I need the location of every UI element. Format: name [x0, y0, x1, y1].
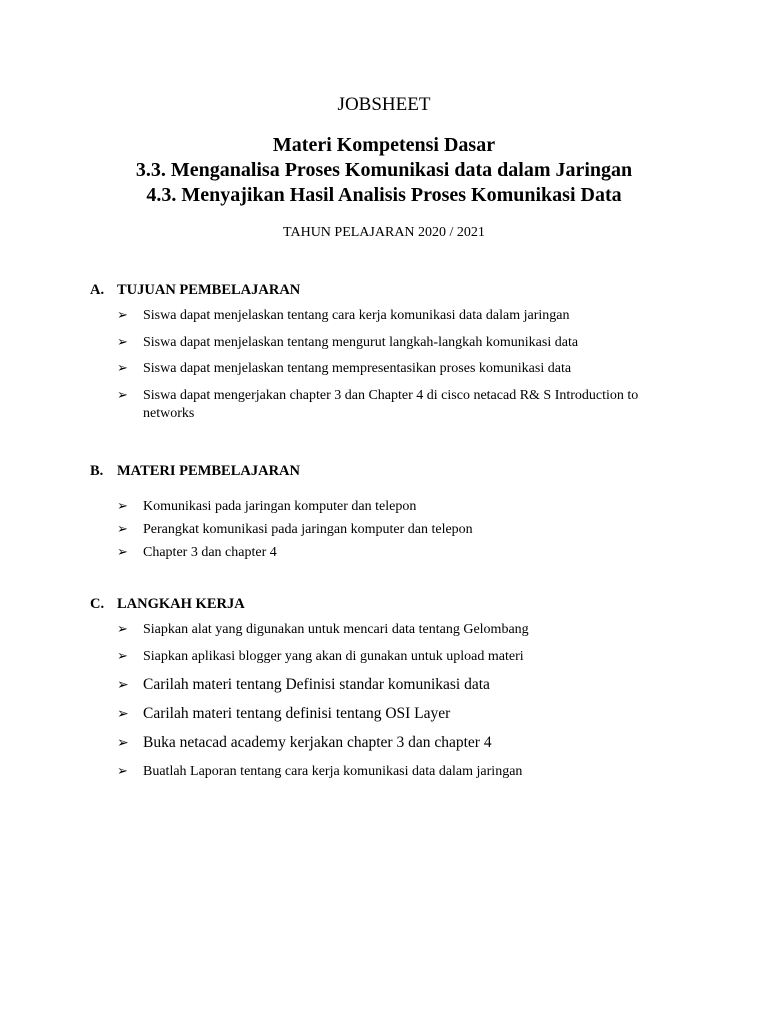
arrow-bullet-icon: ➢: [117, 545, 128, 560]
list-item-text: Siswa dapat mengerjakan chapter 3 dan Chapter 4 di cisco netacad R& S Introduction to networks: [143, 388, 639, 421]
arrow-bullet-icon: ➢: [117, 706, 129, 722]
list-item: [117, 498, 697, 516]
list-item: [117, 307, 697, 325]
list-item: [117, 733, 697, 753]
list-item-text: Komunikasi pada jaringan komputer dan telepon: [143, 499, 417, 514]
list-item: [117, 763, 697, 781]
list-item-text: Buatlah Laporan tentang cara kerja komunikasi data dalam jaringan: [143, 764, 523, 779]
list-item-text: Buka netacad academy kerjakan chapter 3 dan chapter 4: [143, 734, 492, 751]
section-c-heading: [90, 595, 245, 613]
arrow-bullet-icon: ➢: [117, 649, 128, 664]
list-item: [117, 621, 697, 639]
list-item: [117, 360, 697, 378]
list-item-text: Siapkan aplikasi blogger yang akan di gunakan untuk upload materi: [143, 649, 524, 664]
list-item-text: Siswa dapat menjelaskan tentang cara kerja komunikasi data dalam jaringan: [143, 308, 570, 323]
section-title: LANGKAH KERJA: [117, 596, 245, 612]
section-title: TUJUAN PEMBELAJARAN: [117, 282, 301, 298]
arrow-bullet-icon: ➢: [117, 335, 128, 350]
list-item-text: Siswa dapat menjelaskan tentang mengurut langkah-langkah komunikasi data: [143, 335, 579, 350]
list-item-text: Carilah materi tentang definisi tentang OSI Layer: [143, 705, 451, 722]
academic-year: TAHUN PELAJARAN 2020 / 2021: [283, 225, 485, 240]
subtitle-line: Materi Kompetensi Dasar: [272, 134, 496, 156]
arrow-bullet-icon: ➢: [117, 735, 129, 751]
list-item-text: Perangkat komunikasi pada jaringan komputer dan telepon: [143, 522, 473, 537]
competency-subtitle: [0, 133, 768, 208]
list-item: [117, 675, 697, 695]
section-letter: B.: [90, 463, 104, 479]
arrow-bullet-icon: ➢: [117, 308, 128, 323]
section-title: MATERI PEMBELAJARAN: [117, 463, 300, 479]
section-letter: A.: [90, 282, 105, 298]
list-item-text: Chapter 3 dan chapter 4: [143, 545, 277, 560]
subtitle-line: 4.3. Menyajikan Hasil Analisis Proses Komunikasi Data: [146, 184, 622, 206]
list-item: [117, 704, 697, 724]
arrow-bullet-icon: ➢: [117, 499, 128, 514]
document-title: JOBSHEET: [337, 94, 431, 115]
list-item-text: Siapkan alat yang digunakan untuk mencari data tentang Gelombang: [143, 622, 529, 637]
list-item: [117, 334, 697, 352]
list-item-text: Siswa dapat menjelaskan tentang mempresentasikan proses komunikasi data: [143, 361, 572, 376]
list-item: [117, 544, 697, 562]
list-item: [117, 648, 697, 666]
arrow-bullet-icon: ➢: [117, 677, 129, 693]
list-item: [117, 521, 697, 539]
section-b-heading: [90, 462, 300, 480]
arrow-bullet-icon: ➢: [117, 622, 128, 637]
section-letter: C.: [90, 596, 105, 612]
arrow-bullet-icon: ➢: [117, 522, 128, 537]
list-item-text: Carilah materi tentang Definisi standar komunikasi data: [143, 676, 490, 693]
arrow-bullet-icon: ➢: [117, 361, 128, 376]
arrow-bullet-icon: ➢: [117, 388, 128, 403]
subtitle-line: 3.3. Menganalisa Proses Komunikasi data dalam Jaringan: [135, 159, 633, 181]
list-item: [117, 387, 687, 423]
arrow-bullet-icon: ➢: [117, 764, 128, 779]
section-a-heading: [90, 281, 300, 299]
